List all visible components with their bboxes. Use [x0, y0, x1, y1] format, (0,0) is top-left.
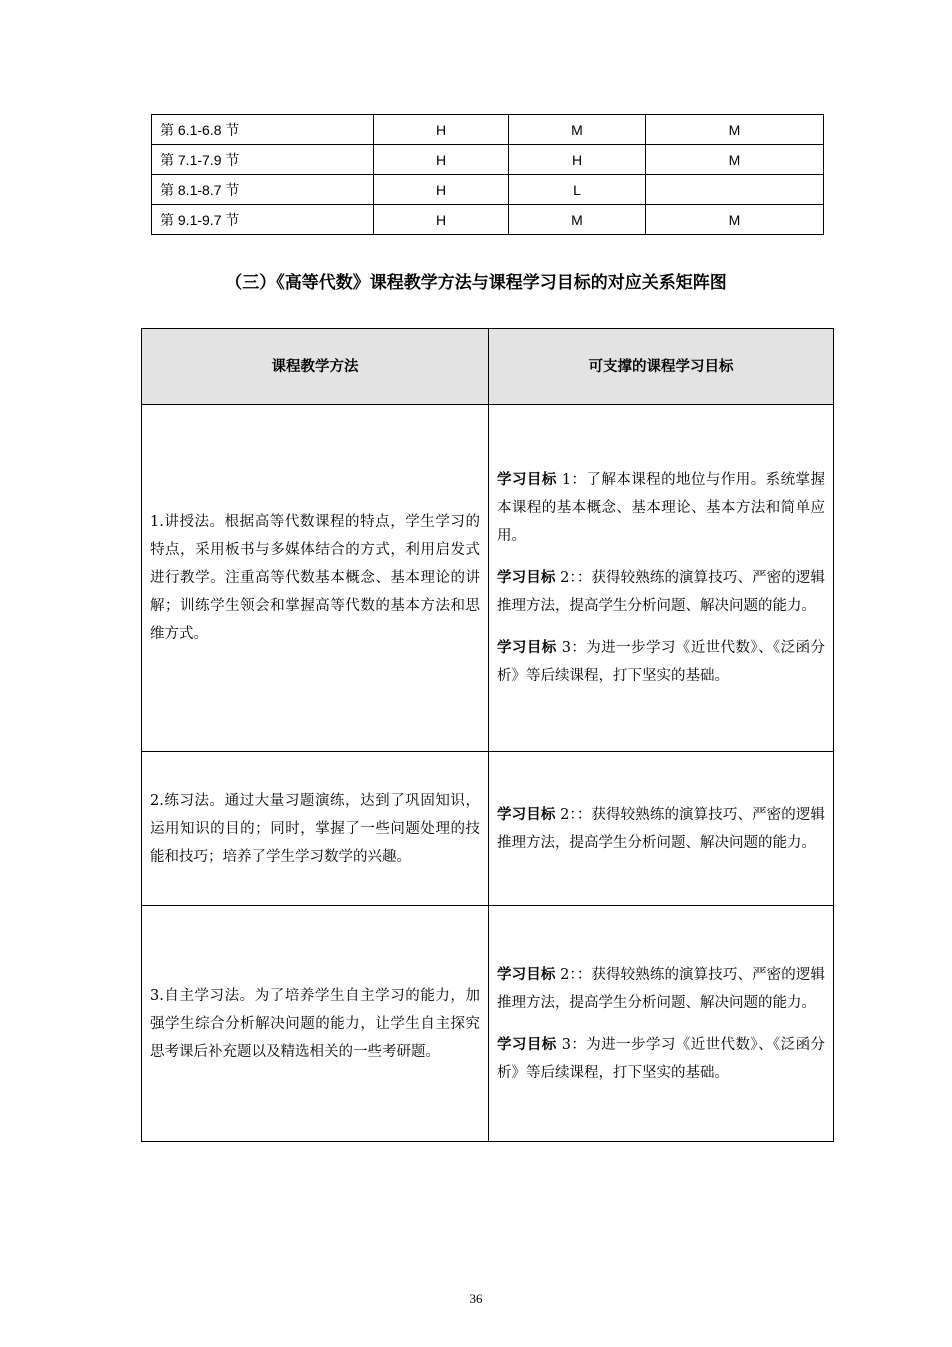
method-cell: [142, 405, 489, 752]
level-cell: L: [509, 175, 646, 205]
method-goal-matrix: [141, 328, 834, 1142]
level-cell: M: [509, 205, 646, 235]
level-cell: H: [374, 175, 509, 205]
method-text: 2.练习法。通过大量习题演练，达到了巩固知识，运用知识的目的；同时，掌握了一些问题处理的技能和技巧；培养了学生学习数学的兴趣。: [150, 792, 480, 865]
goal-item: [497, 564, 825, 620]
goal-label: 学习目标: [497, 472, 557, 488]
method-column-header: 课程教学方法: [142, 329, 489, 405]
goal-label: 学习目标: [497, 570, 556, 586]
table-row: [152, 205, 824, 235]
goal-text: 1：了解本课程的地位与作用。系统掌握本课程的基本概念、基本理论、基本方法和简单应用。: [497, 472, 825, 544]
table-row: [142, 906, 834, 1142]
goal-text: 3：为进一步学习《近世代数》、《泛函分析》等后续课程，打下坚实的基础。: [497, 1036, 825, 1081]
goal-cell: [489, 906, 834, 1142]
goal-label: 学习目标: [497, 1036, 557, 1053]
level-cell: M: [646, 205, 824, 235]
table-header-row: [142, 329, 834, 405]
table-row: [152, 145, 824, 175]
goal-item: [497, 466, 825, 550]
goal-label: 学习目标: [497, 806, 556, 823]
level-cell: [646, 175, 824, 205]
level-cell: H: [374, 145, 509, 175]
table-row: [142, 752, 834, 906]
level-cell: H: [374, 205, 509, 235]
goal-label: 学习目标: [497, 966, 556, 983]
method-text: 3.自主学习法。为了培养学生自主学习的能力，加强学生综合分析解决问题的能力，让学生自主探究思考课后补充题以及精选相关的一些考研题。: [150, 987, 480, 1060]
level-cell: H: [509, 145, 646, 175]
page-number: 36: [469, 1291, 483, 1306]
goal-text: 2：：获得较熟练的演算技巧、严密的逻辑推理方法，提高学生分析问题、解决问题的能力。: [497, 806, 825, 851]
method-text: 1.讲授法。根据高等代数课程的特点，学生学习的特点，采用板书与多媒体结合的方式，利用启发式进行教学。注重高等代数基本概念、基本理论的讲解；训练学生领会和掌握高等代数的基本方法和思维方式。: [150, 514, 480, 642]
level-cell: M: [646, 145, 824, 175]
goal-text: 3：为进一步学习《近世代数》、《泛函分析》等后续课程，打下坚实的基础。: [497, 640, 825, 684]
course-support-table: [151, 114, 824, 235]
goal-cell: [489, 405, 834, 752]
level-cell: M: [509, 115, 646, 145]
level-cell: M: [646, 115, 824, 145]
section-cell: 第 7.1-7.9 节: [152, 145, 374, 175]
goal-item: [497, 801, 825, 857]
section-heading: （三）《高等代数》课程教学方法与课程学习目标的对应关系矩阵图: [225, 273, 727, 293]
table-row: [142, 405, 834, 752]
table-row: [152, 115, 824, 145]
section-cell: 第 9.1-9.7 节: [152, 205, 374, 235]
goal-item: [497, 961, 825, 1017]
goal-text: 2：：获得较熟练的演算技巧、严密的逻辑推理方法，提高学生分析问题、解决问题的能力。: [497, 570, 825, 614]
goal-label: 学习目标: [497, 640, 557, 656]
section-cell: 第 6.1-6.8 节: [152, 115, 374, 145]
method-cell: [142, 906, 489, 1142]
table-row: [152, 175, 824, 205]
goal-text: 2：：获得较熟练的演算技巧、严密的逻辑推理方法，提高学生分析问题、解决问题的能力。: [497, 966, 825, 1011]
section-cell: 第 8.1-8.7 节: [152, 175, 374, 205]
goal-item: [497, 1031, 825, 1087]
goal-item: [497, 634, 825, 690]
level-cell: H: [374, 115, 509, 145]
method-cell: [142, 752, 489, 906]
goal-cell: [489, 752, 834, 906]
goal-column-header: 可支撑的课程学习目标: [489, 329, 834, 405]
